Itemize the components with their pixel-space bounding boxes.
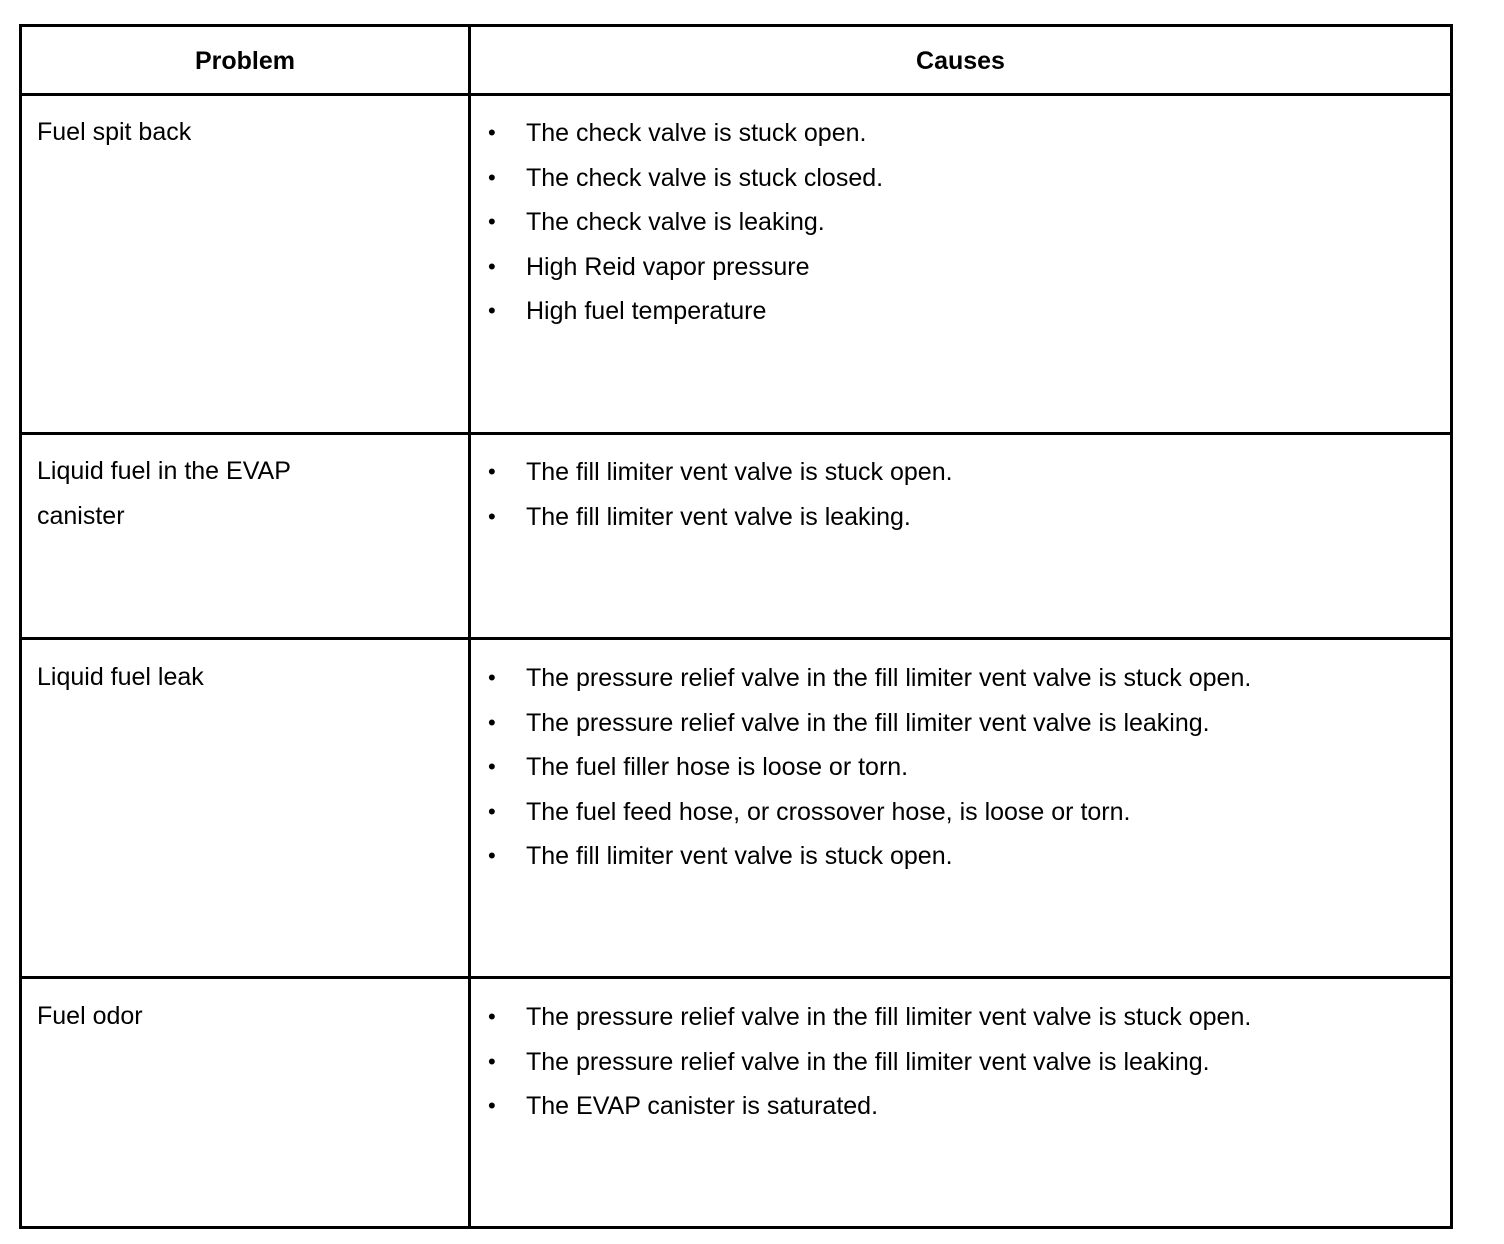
causes-list bbox=[488, 995, 1438, 1129]
cause-text: The EVAP canister is saturated. bbox=[526, 1092, 879, 1121]
cause-item bbox=[488, 1040, 1438, 1085]
cause-item bbox=[488, 245, 1438, 290]
cause-item bbox=[488, 450, 1438, 495]
problem-cell: Fuel spit back bbox=[37, 118, 192, 146]
column-divider bbox=[468, 24, 471, 1229]
cause-text: High Reid vapor pressure bbox=[526, 252, 810, 281]
row-divider-2 bbox=[19, 637, 1453, 640]
cause-item bbox=[488, 1084, 1438, 1129]
cause-item bbox=[488, 289, 1438, 334]
cause-text: The pressure relief valve in the fill limiter vent valve is leaking. bbox=[526, 1047, 1210, 1076]
problem-cell: Liquid fuel in the EVAP canister bbox=[37, 457, 291, 530]
bullet-icon: • bbox=[488, 503, 496, 529]
bullet-icon: • bbox=[488, 120, 496, 145]
cause-text: The check valve is leaking. bbox=[526, 208, 825, 237]
bullet-icon: • bbox=[488, 665, 496, 690]
cause-item bbox=[488, 495, 1438, 540]
cause-item bbox=[488, 790, 1438, 835]
bullet-icon: • bbox=[488, 459, 496, 484]
cause-text: The fuel feed hose, or crossover hose, is loose or torn. bbox=[526, 797, 1131, 826]
causes-list bbox=[488, 111, 1438, 334]
cause-item bbox=[488, 156, 1438, 201]
causes-list bbox=[488, 656, 1438, 879]
bullet-icon: • bbox=[488, 164, 496, 190]
bullet-icon: • bbox=[488, 1048, 496, 1074]
cause-text: The pressure relief valve in the fill limiter vent valve is leaking. bbox=[526, 708, 1210, 737]
cause-item bbox=[488, 111, 1438, 156]
bullet-icon: • bbox=[488, 709, 496, 735]
cause-text: The fill limiter vent valve is stuck open. bbox=[526, 842, 953, 871]
problem-cell: Fuel odor bbox=[37, 1002, 143, 1030]
cause-text: The fill limiter vent valve is leaking. bbox=[526, 502, 911, 531]
bullet-icon: • bbox=[488, 754, 496, 780]
cause-text: The check valve is stuck open. bbox=[526, 119, 867, 147]
bullet-icon: • bbox=[488, 298, 496, 324]
cause-text: The pressure relief valve in the fill limiter vent valve is stuck open. bbox=[526, 1003, 1252, 1031]
cause-text: High fuel temperature bbox=[526, 297, 767, 326]
cause-text: The pressure relief valve in the fill limiter vent valve is stuck open. bbox=[526, 664, 1252, 692]
bullet-icon: • bbox=[488, 209, 496, 235]
row-divider-3 bbox=[19, 976, 1453, 979]
cause-text: The fill limiter vent valve is stuck open. bbox=[526, 458, 953, 486]
cause-text: The fuel filler hose is loose or torn. bbox=[526, 753, 909, 782]
bullet-icon: • bbox=[488, 253, 496, 279]
bullet-icon: • bbox=[488, 1093, 496, 1119]
cause-item bbox=[488, 200, 1438, 245]
bullet-icon: • bbox=[488, 843, 496, 869]
cause-item bbox=[488, 995, 1438, 1040]
cause-item bbox=[488, 701, 1438, 746]
cause-item bbox=[488, 656, 1438, 701]
causes-list bbox=[488, 450, 1438, 539]
header-causes: Causes bbox=[916, 46, 1005, 75]
bullet-icon: • bbox=[488, 1004, 496, 1029]
cause-item bbox=[488, 745, 1438, 790]
header-problem: Problem bbox=[194, 46, 296, 75]
row-divider-1 bbox=[19, 432, 1453, 435]
problem-cell: Liquid fuel leak bbox=[37, 663, 204, 691]
cause-text: The check valve is stuck closed. bbox=[526, 163, 884, 192]
cause-item bbox=[488, 834, 1438, 879]
bullet-icon: • bbox=[488, 798, 496, 824]
